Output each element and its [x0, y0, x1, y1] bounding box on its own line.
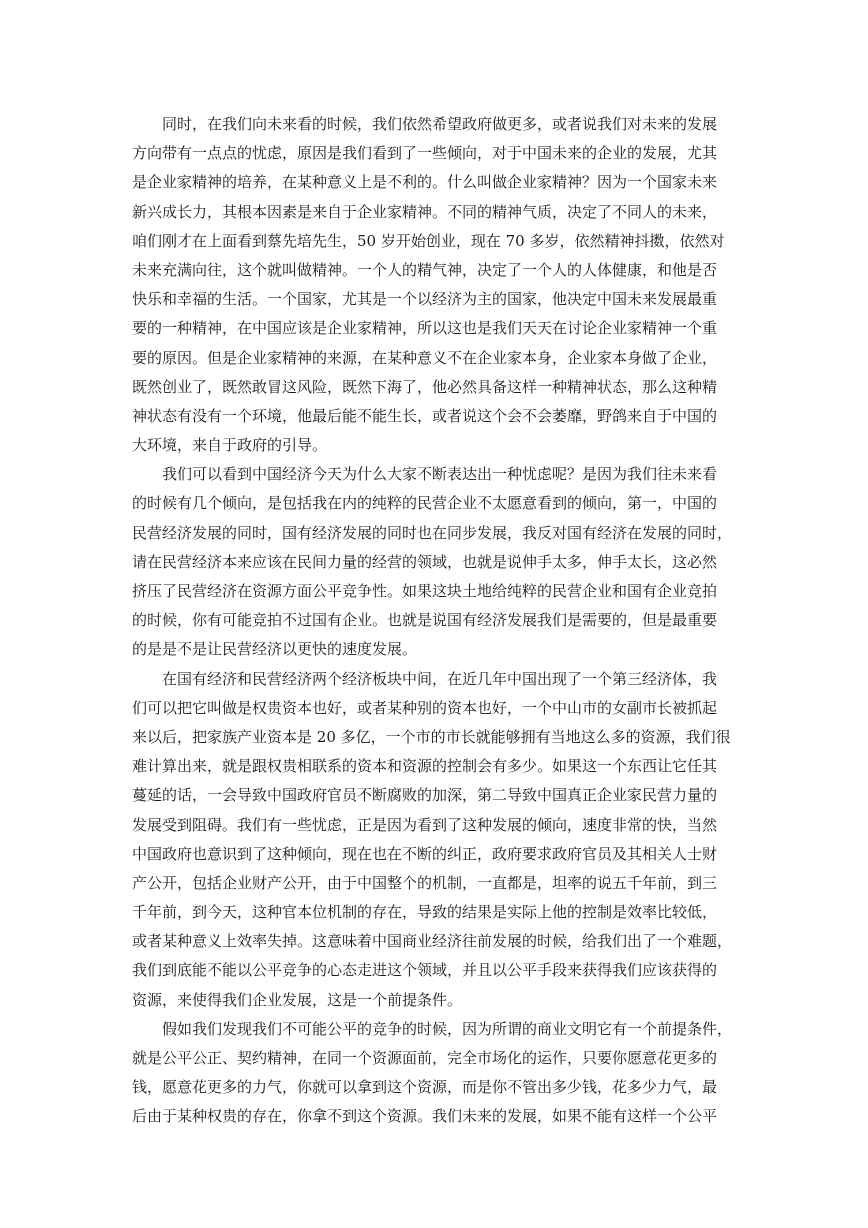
text-line: 我们到底能不能以公平竞争的心态走进这个领域，并且以公平手段来获得我们应该获得的 — [132, 961, 718, 980]
text-line: 的时候有几个倾向，是包括我在内的纯粹的民营企业不太愿意看到的倾向，第一，中国的 — [132, 494, 718, 513]
text-line: 要的原因。但是企业家精神的来源，在某种意义不在企业家本身，企业家本身做了企业， — [132, 348, 718, 367]
text-line: 的时候，你有可能竞拍不过国有企业。也就是说国有经济发展我们是需要的，但是最重要 — [132, 611, 718, 630]
text-line: 挤压了民营经济在资源方面公平竞争性。如果这块土地给纯粹的民营企业和国有企业竞拍 — [132, 582, 718, 600]
text-line: 咱们刚才在上面看到蔡先培先生，50 岁开始创业，现在 70 多岁，依然精神抖擞，依然对 — [132, 231, 725, 250]
text-line: 同时，在我们向未来看的时候，我们依然希望政府做更多，或者说我们对未来的发展 — [162, 115, 718, 133]
text-line: 假如我们发现我们不可能公平的竞争的时候，因为所谓的商业文明它有一个前提条件， — [162, 1019, 733, 1038]
document-body — [132, 110, 738, 1132]
text-line: 民营经济发展的同时，国有经济发展的同时也在同步发展，我反对国有经济在发展的同时， — [132, 523, 733, 542]
paragraph-3 — [132, 665, 738, 1015]
text-line: 或者某种意义上效率失掉。这意味着中国商业经济往前发展的时候，给我们出了一个难题， — [132, 932, 733, 951]
text-line: 是企业家精神的培养，在某种意义上是不利的。什么叫做企业家精神？因为一个国家未来 — [132, 173, 718, 192]
paragraph-1 — [132, 110, 738, 460]
text-line: 蔓延的话，一会导致中国政府官员不断腐败的加深，第二导致中国真正企业家民营力量的 — [132, 786, 718, 805]
text-line: 们可以把它叫做是权贵资本也好，或者某种别的资本也好，一个中山市的女副市长被抓起 — [132, 698, 718, 717]
text-line: 方向带有一点点的忧虑，原因是我们看到了一些倾向，对于中国未来的企业的发展，尤其 — [132, 144, 718, 163]
text-line: 千年前，到今天，这种官本位机制的存在，导致的结果是实际上他的控制是效率比较低， — [132, 903, 718, 922]
text-line: 难计算出来，就是跟权贵相联系的资本和资源的控制会有多少。如果这一个东西让它任其 — [132, 757, 718, 776]
text-line: 要的一种精神，在中国应该是企业家精神，所以这也是我们天天在讨论企业家精神一个重 — [132, 319, 718, 338]
paragraph-2 — [132, 460, 738, 664]
text-line: 就是公平公正、契约精神，在同一个资源面前，完全市场化的运作，只要你愿意花更多的 — [132, 1049, 718, 1067]
text-line: 既然创业了，既然敢冒这风险，既然下海了，他必然具备这样一种精神状态，那么这种精 — [132, 377, 718, 396]
text-line: 来以后，把家族产业资本是 20 多亿，一个市的市长就能够拥有当地这么多的资源，我们很 — [132, 727, 731, 746]
text-line: 神状态有没有一个环境，他最后能不能生长，或者说这个会不会萎靡，野鸽来自于中国的 — [132, 406, 718, 425]
text-line: 未来充满向往，这个就叫做精神。一个人的精气神，决定了一个人的人体健康，和他是否 — [132, 260, 718, 279]
text-line: 新兴成长力，其根本因素是来自于企业家精神。不同的精神气质，决定了不同人的未来， — [132, 202, 718, 221]
text-line: 快乐和幸福的生活。一个国家，尤其是一个以经济为主的国家，他决定中国未来发展最重 — [132, 290, 718, 309]
text-line: 请在民营经济本来应该在民间力量的经营的领域，也就是说伸手太多，伸手太长，这必然 — [132, 552, 718, 571]
text-line: 的是是不是让民营经济以更快的速度发展。 — [132, 640, 418, 659]
text-line: 大环境，来自于政府的引导。 — [132, 436, 328, 455]
text-line: 产公开，包括企业财产公开，由于中国整个的机制，一直都是，坦率的说五千年前，到三 — [132, 873, 718, 892]
text-line: 发展受到阻碍。我们有一些忧虑，正是因为看到了这种发展的倾向，速度非常的快，当然 — [132, 815, 718, 834]
text-line: 钱，愿意花更多的力气，你就可以拿到这个资源，而是你不管出多少钱，花多少力气，最 — [132, 1078, 718, 1097]
text-line: 我们可以看到中国经济今天为什么大家不断表达出一种忧虑呢？是因为我们往未来看 — [162, 465, 718, 484]
paragraph-4 — [132, 1015, 738, 1132]
text-line: 资源，来使得我们企业发展，这是一个前提条件。 — [132, 990, 463, 1009]
text-line: 中国政府也意识到了这种倾向，现在也在不断的纠正，政府要求政府官员及其相关人士财 — [132, 844, 718, 863]
text-line: 后由于某种权贵的存在，你拿不到这个资源。我们未来的发展，如果不能有这样一个公平 — [132, 1107, 718, 1126]
text-line: 在国有经济和民营经济两个经济板块中间，在近几年中国出现了一个第三经济体，我 — [162, 669, 718, 688]
